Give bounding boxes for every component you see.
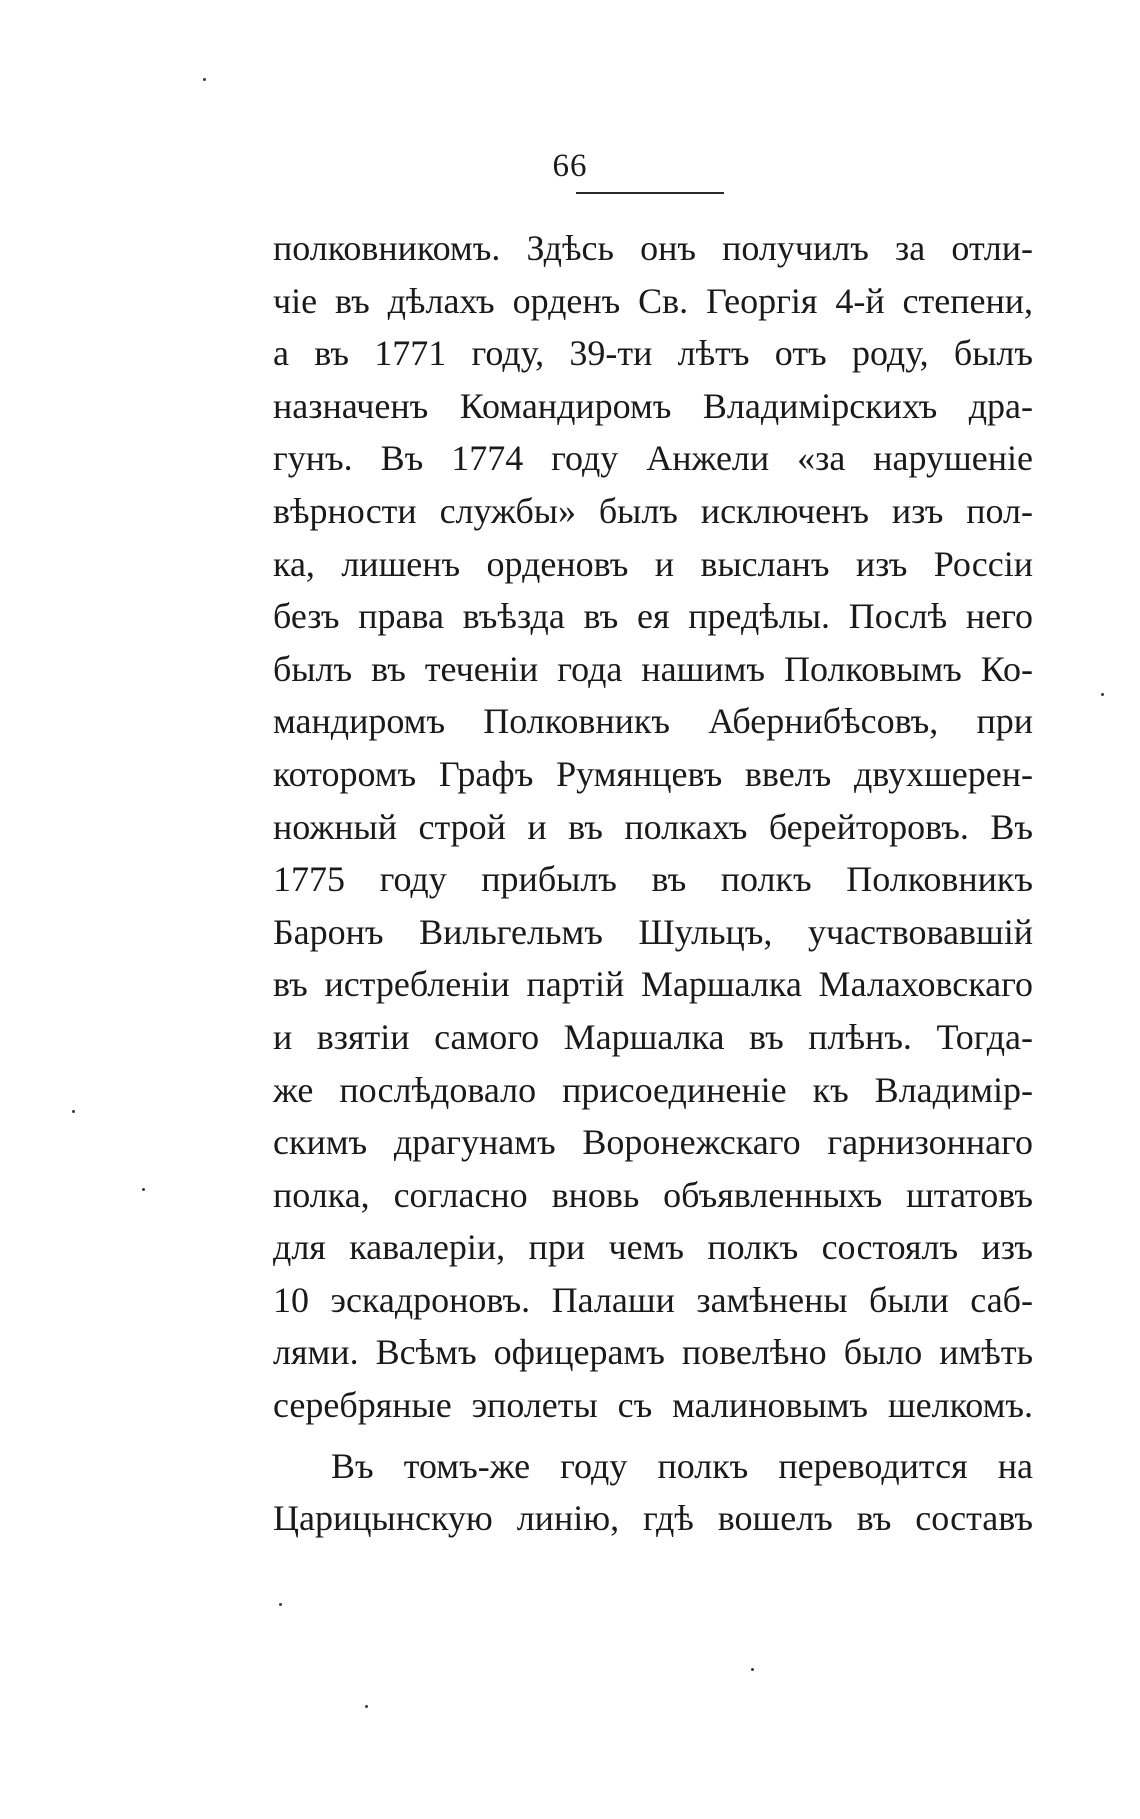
text-line: ножный строй и въ полкахъ берейторовъ. Въ bbox=[273, 806, 1033, 847]
scan-speck bbox=[72, 1110, 75, 1113]
text-line: для кавалеріи, при чемъ полкъ состоялъ изъ bbox=[273, 1227, 1033, 1268]
text-line: полка, согласно вновь объявленныхъ штатовъ bbox=[273, 1174, 1033, 1215]
text-line: въ истребленіи партій Маршалка Малаховскаго bbox=[273, 964, 1033, 1005]
text-line: безъ права въѣзда въ ея предѣлы. Послѣ него bbox=[273, 596, 1033, 637]
scan-speck bbox=[365, 1705, 368, 1708]
scan-speck bbox=[279, 1603, 282, 1606]
page-number: 66 bbox=[552, 148, 588, 184]
text-line: 10 эскадроновъ. Палаши замѣнены были саб- bbox=[273, 1279, 1033, 1320]
text-line: же послѣдовало присоединеніе къ Владимір- bbox=[273, 1069, 1033, 1110]
text-line: Царицынскую линію, гдѣ вошелъ въ составъ bbox=[273, 1498, 1033, 1539]
paragraph-1 bbox=[273, 222, 1033, 1432]
text-line: которомъ Графъ Румянцевъ ввелъ двухшерен- bbox=[273, 753, 1033, 794]
scan-speck bbox=[751, 1668, 754, 1671]
paragraph-gap bbox=[273, 1432, 1033, 1440]
text-line: и взятіи самого Маршалка въ плѣнъ. Тогда- bbox=[273, 1016, 1033, 1057]
text-line: Въ томъ-же году полкъ переводится на bbox=[331, 1445, 1033, 1486]
text-line: гунъ. Въ 1774 году Анжели «за нарушеніе bbox=[273, 438, 1033, 479]
paragraph-2 bbox=[273, 1440, 1033, 1545]
text-line: Баронъ Вильгельмъ Шульцъ, участвовавшій bbox=[273, 911, 1033, 952]
text-line: былъ въ теченіи года нашимъ Полковымъ Ко- bbox=[273, 648, 1033, 689]
scan-speck bbox=[142, 1188, 145, 1191]
text-line: чіе въ дѣлахъ орденъ Св. Георгія 4-й степени, bbox=[273, 280, 1033, 321]
text-line: полковникомъ. Здѣсь онъ получилъ за отли- bbox=[273, 228, 1033, 268]
text-line: 1775 году прибылъ въ полкъ Полковникъ bbox=[273, 859, 1033, 900]
text-line: мандиромъ Полковникъ Абернибѣсовъ, при bbox=[273, 701, 1033, 742]
text-line: скимъ драгунамъ Воронежскаго гарнизоннаго bbox=[273, 1122, 1033, 1163]
scan-speck bbox=[1101, 693, 1104, 696]
text-line: ка, лишенъ орденовъ и высланъ изъ Россіи bbox=[273, 543, 1033, 584]
text-line: а въ 1771 году, 39-ти лѣтъ отъ роду, былъ bbox=[273, 333, 1033, 374]
text-line: вѣрности службы» былъ исключенъ изъ пол- bbox=[273, 490, 1033, 531]
body-text bbox=[273, 222, 1033, 1545]
text-line: назначенъ Командиромъ Владимірскихъ дра- bbox=[273, 385, 1033, 426]
page-number-rule bbox=[576, 192, 724, 194]
scan-speck bbox=[203, 78, 206, 81]
text-line: лями. Всѣмъ офицерамъ повелѣно было имѣть bbox=[273, 1332, 1033, 1373]
text-line: серебряные эполеты съ малиновымъ шелкомъ. bbox=[273, 1385, 1033, 1426]
